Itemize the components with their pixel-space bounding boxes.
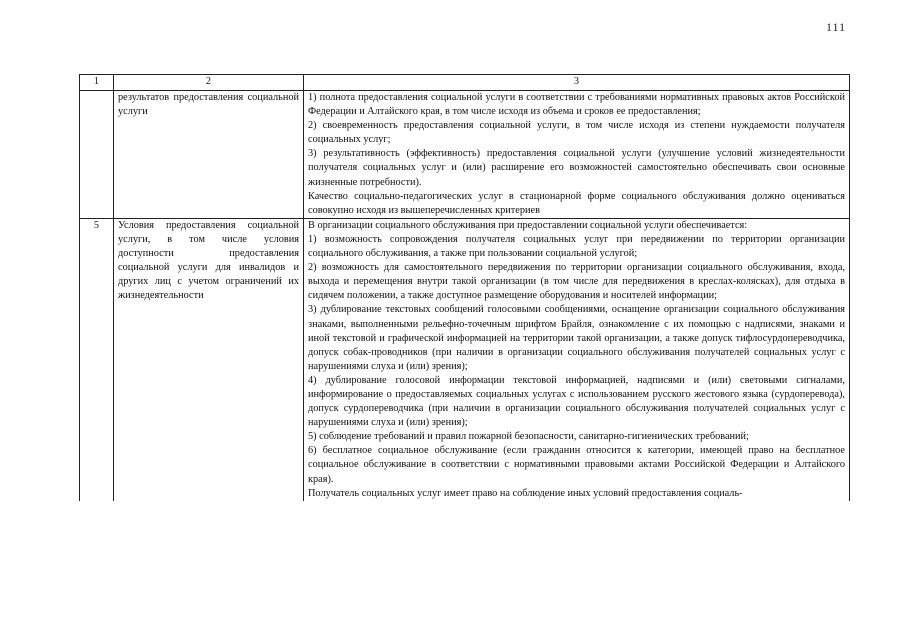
column-number-3: 3 xyxy=(304,75,850,91)
description-paragraph: 1) возможность сопровождения получателя социальных услуг при передвижении по территории организации социального обслуживания, а также при пользовании социальной услугой; xyxy=(308,233,845,260)
criterion-name: результатов предоставления социальной услуги xyxy=(114,91,304,219)
description-paragraph: 6) бесплатное социальное обслуживание (если гражданин относится к категории, имеющей право на бесплатное социальное обслуживание в соответствии с нормативными правовыми актами Российской Федерации и Алтайского края). xyxy=(308,445,845,485)
criterion-name: Условия предоставления социальной услуги, в том числе условия доступности предоставления социальной услуги для инвалидов и других лиц с учетом ограничений их жизнедеятельности xyxy=(114,218,304,500)
row-number xyxy=(80,91,114,219)
description-paragraph: 2) возможность для самостоятельного передвижения по территории организации социального обслуживания, входа, выхода и перемещения внутри такой организации (в том числе для передвижения в креслах-колясках), для отдыха в сидячем положении, а также доступное размещение оборудования и носителей информации; xyxy=(308,262,845,302)
description-paragraph: Получатель социальных услуг имеет право на соблюдение иных условий предоставления социаль- xyxy=(308,487,743,499)
criterion-description xyxy=(304,218,850,500)
description-paragraph: 4) дублирование голосовой информации текстовой информацией, надписями и (или) световыми сигналами, информирование о предоставляемых социальных услугах с использованием русского жестового языка (сурдоперевода), допуск сурдопереводчика (при наличии в организации социального обслуживания получателей социальных услуг с нарушениями слуха и (или) зрения); xyxy=(308,374,845,429)
description-paragraph: 5) соблюдение требований и правил пожарной безопасности, санитарно-гигиенических требований; xyxy=(308,431,749,443)
table-row xyxy=(80,91,850,219)
services-table xyxy=(79,74,850,501)
page-number: 111 xyxy=(826,20,847,34)
criterion-description xyxy=(304,91,850,219)
description-paragraph: 3) результативность (эффективность) предоставления социальной услуги (улучшение условий жизнедеятельности получателя социальных услуг и (или) расширение его возможностей самостоятельно обеспечивать свои основные жизненные потребности). xyxy=(308,148,845,188)
table-header-row xyxy=(80,75,850,91)
description-paragraph: 3) дублирование текстовых сообщений голосовыми сообщениями, оснащение организации социального обслуживания знаками, выполненными рельефно-точечным шрифтом Брайля, ознакомление с их помощью с надписями, знаками и иной текстовой и графической информацией на территории такой организации, а также допуск тифлосурдопереводчика, допуск собак-проводников (при наличии в организации социального обслуживания получателей социальных услуг с нарушениями слуха и (или) зрения); xyxy=(308,304,845,372)
column-number-1: 1 xyxy=(80,75,114,91)
description-paragraph: Качество социально-педагогических услуг в стационарной форме социального обслуживания должно оцениваться совокупно исходя из вышеперечисленных критериев xyxy=(308,190,845,216)
column-number-2: 2 xyxy=(114,75,304,91)
description-paragraph: 1) полнота предоставления социальной услуги в соответствии с требованиями нормативных правовых актов Российской Федерации и Алтайского края, в том числе исходя из объема и сроков ее предоставления; xyxy=(308,92,845,118)
description-paragraph: 2) своевременность предоставления социальной услуги, в том числе исходя из степени нуждаемости получателя социальных услуг; xyxy=(308,120,845,146)
row-number: 5 xyxy=(80,218,114,500)
description-paragraph: В организации социального обслуживания при предоставлении социальной услуги обеспечивается: xyxy=(308,219,748,231)
table-row xyxy=(80,218,850,500)
